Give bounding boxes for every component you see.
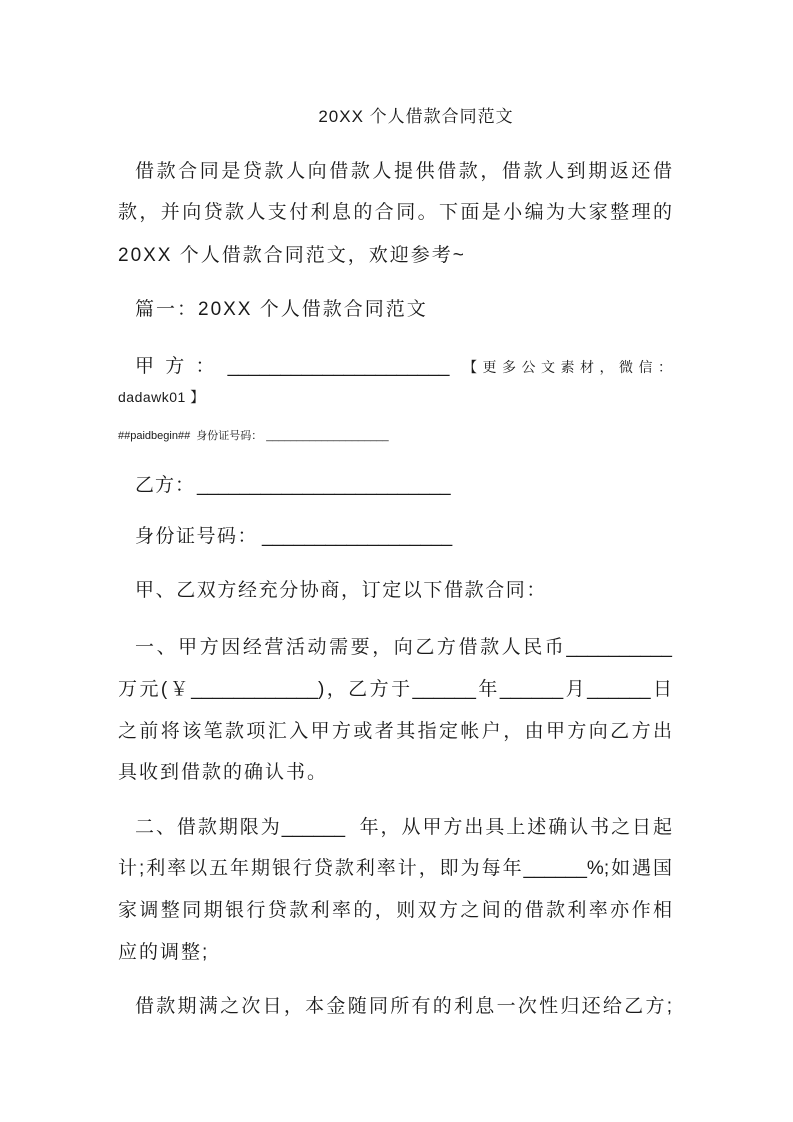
party-a-id-label: ##paidbegin## 身份证号码：: [118, 430, 263, 442]
clause-3-line: 借款期满之次日，本金随同所有的利息一次性归还给乙方;: [135, 996, 672, 1017]
clause-1-line: 一、甲方因经营活动需要，向乙方借款人民币__________: [135, 637, 672, 658]
party-a-id-blank: ____________________: [266, 430, 389, 442]
clause-1-line: 之前将该笔款项汇入甲方或者其指定帐户，由甲方向乙方出: [118, 721, 672, 742]
clause-2-line: 家调整同期银行贷款利率的，则双方之间的借款利率亦作相: [118, 900, 672, 921]
party-a-line: [135, 354, 449, 380]
document-title: 20XX 个人借款合同范文: [318, 107, 514, 126]
clause-2-line: 应的调整;: [118, 942, 210, 963]
clause-1-line: 具收到借款的确认书。: [118, 762, 329, 783]
chapter-heading: 篇一：20XX 个人借款合同范文: [135, 299, 428, 320]
agreement-intro: 甲、乙双方经充分协商，订定以下借款合同：: [135, 580, 548, 601]
party-a-blank: _____________________: [227, 356, 450, 377]
party-b-line: [135, 473, 451, 499]
intro-line: 20XX 个人借款合同范文，欢迎参考~: [118, 245, 466, 266]
intro-line: 借款合同是贷款人向借款人提供借款，借款人到期返还借: [135, 161, 672, 182]
clause-2-line: 二、借款期限为______ 年，从甲方出具上述确认书之日起: [135, 817, 672, 838]
party-a-label: 甲 方 ：: [135, 356, 218, 377]
clause-1-line: 万元(￥____________)，乙方于______年______月______日: [118, 679, 672, 700]
party-b-id-line: [135, 524, 452, 550]
promo-note-cont: dadawk01 】: [118, 389, 205, 405]
clause-2-line: 计;利率以五年期银行贷款利率计，即为每年______%;如遇国: [118, 858, 672, 879]
party-a-id-line: [118, 428, 389, 444]
promo-note: 【更多公文素材，微信：: [463, 359, 672, 375]
party-b-label: 乙方：: [135, 475, 196, 496]
party-b-id-blank: __________________: [262, 526, 453, 547]
intro-line: 款，并向贷款人支付利息的合同。下面是小编为大家整理的: [118, 202, 672, 223]
party-b-id-label: 身份证号码：: [135, 526, 259, 547]
party-b-blank: ________________________: [197, 475, 451, 496]
